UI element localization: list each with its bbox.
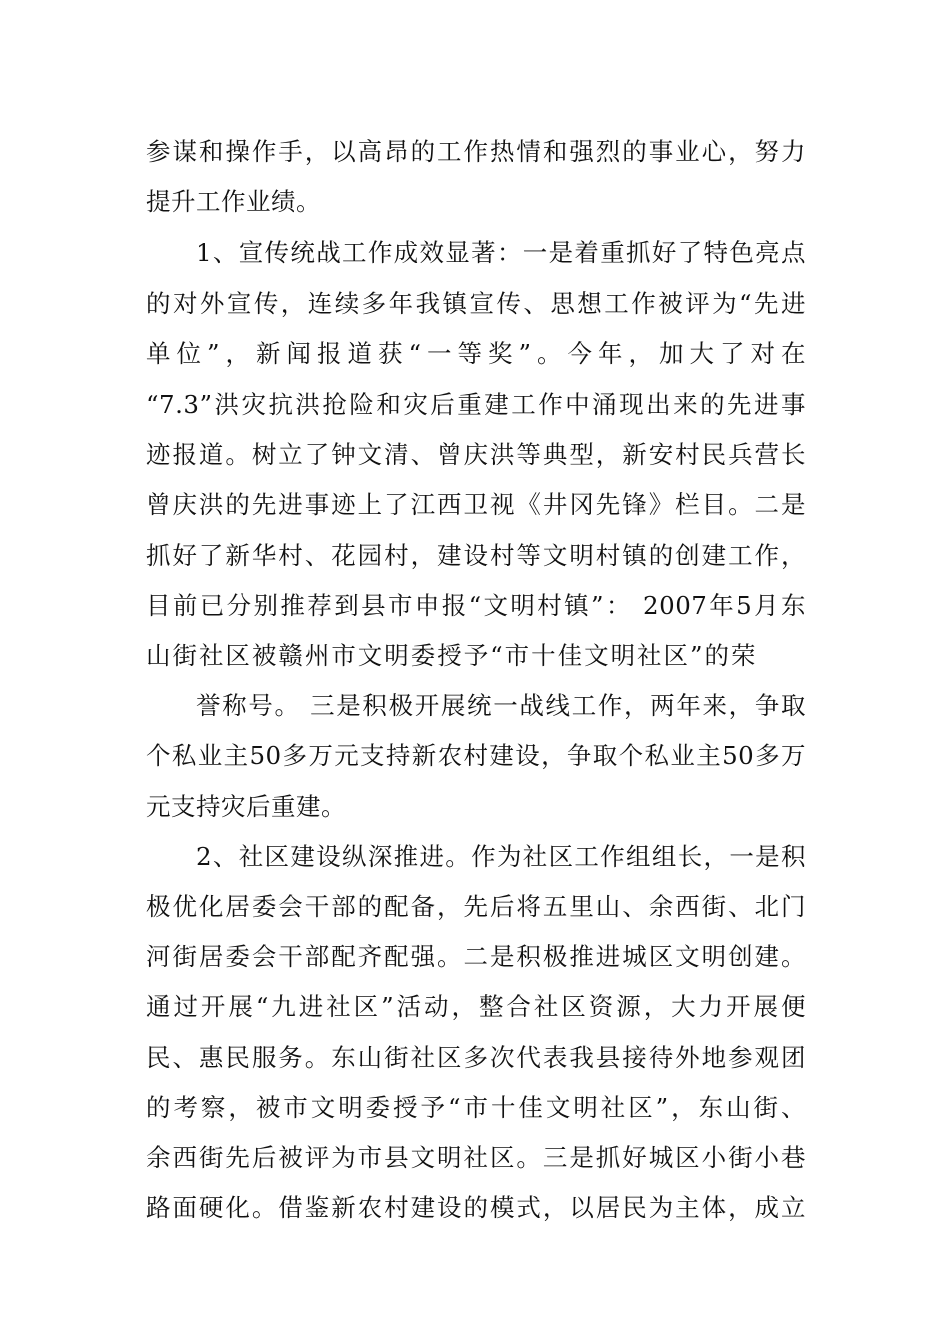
text-line: 提升工作业绩。 xyxy=(146,187,321,216)
text-line: 曾庆洪的先进事迹上了江西卫视《井冈先锋》栏目。二是 xyxy=(146,490,806,519)
text-line: 誉称号。 三是积极开展统一战线工作，两年来，争取 xyxy=(196,691,806,720)
text-line: 目前已分别推荐到县市申报“文明村镇”： 2007年5月东 xyxy=(146,591,806,620)
text-line: 河街居委会干部配齐配强。二是积极推进城区文明创建。 xyxy=(146,942,806,971)
text-line: 参谋和操作手，以高昂的工作热情和强烈的事业心，努力 xyxy=(146,137,806,166)
text-line: 山街社区被赣州市文明委授予“市十佳文明社区”的荣 xyxy=(146,641,756,670)
text-line: 抓好了新华村、花园村，建设村等文明村镇的创建工作， xyxy=(146,541,806,570)
text-line: 极优化居委会干部的配备，先后将五里山、余西街、北门 xyxy=(146,892,806,921)
text-line: 的考察，被市文明委授予“市十佳文明社区”，东山街、 xyxy=(146,1093,806,1122)
text-line: 单位”，新闻报道获“一等奖”。今年，加大了对在 xyxy=(146,339,806,368)
text-line: 2、社区建设纵深推进。作为社区工作组组长，一是积 xyxy=(196,842,806,871)
text-line: 迹报道。树立了钟文清、曾庆洪等典型，新安村民兵营长 xyxy=(146,440,806,469)
text-line: 余西街先后被评为市县文明社区。三是抓好城区小街小巷 xyxy=(146,1143,806,1172)
text-line: 1、宣传统战工作成效显著：一是着重抓好了特色亮点 xyxy=(196,238,806,267)
text-line: 通过开展“九进社区”活动，整合社区资源，大力开展便 xyxy=(146,992,806,1021)
text-line: 路面硬化。借鉴新农村建设的模式，以居民为主体，成立 xyxy=(146,1193,806,1222)
text-line: “7.3”洪灾抗洪抢险和灾后重建工作中涌现出来的先进事 xyxy=(146,390,806,419)
text-line: 个私业主50多万元支持新农村建设，争取个私业主50多万 xyxy=(146,741,806,770)
text-line: 元支持灾后重建。 xyxy=(146,792,346,821)
text-line: 的对外宣传，连续多年我镇宣传、思想工作被评为“先进 xyxy=(146,289,806,318)
text-line: 民、惠民服务。东山街社区多次代表我县接待外地参观团 xyxy=(146,1043,806,1072)
